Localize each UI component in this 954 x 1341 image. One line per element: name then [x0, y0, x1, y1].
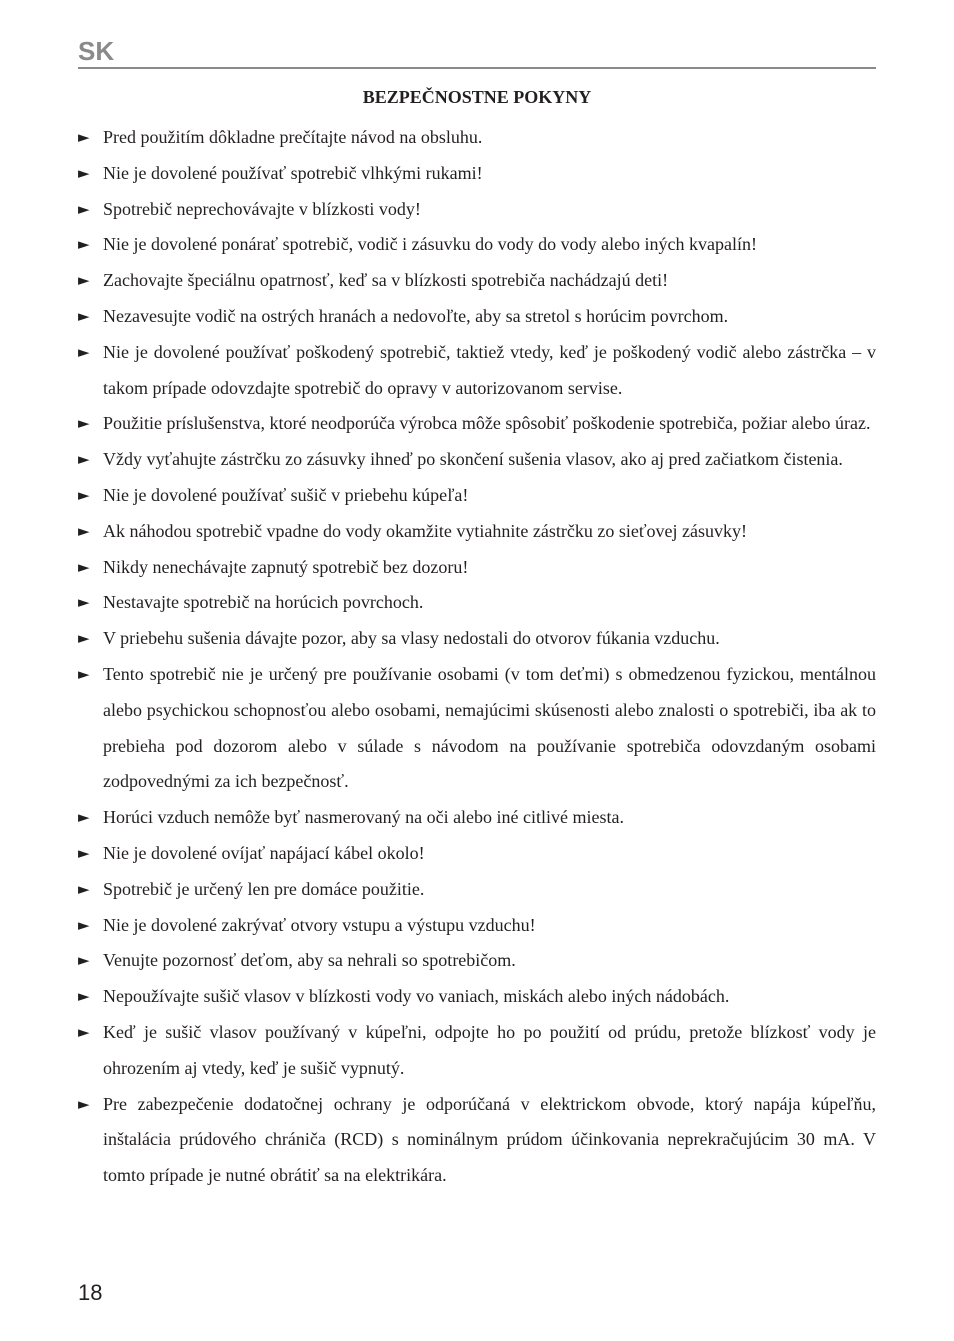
list-item-text: Použitie príslušenstva, ktoré neodporúča výrobca môže spôsobiť poškodenie spotrebiča, požiar alebo úraz. [103, 413, 871, 434]
bullet-arrow-icon: ► [78, 629, 90, 648]
bullet-arrow-icon: ► [78, 557, 90, 576]
list-item [78, 657, 876, 800]
list-item-text: Nezavesujte vodič na ostrých hranách a nedovoľte, aby sa stretol s horúcim povrchom. [103, 305, 729, 326]
list-item [78, 1015, 876, 1087]
bullet-arrow-icon: ► [78, 808, 90, 827]
bullet-arrow-icon: ► [78, 128, 90, 146]
list-item [78, 550, 876, 586]
bullet-arrow-icon: ► [78, 235, 90, 254]
list-item [78, 263, 876, 299]
list-item [78, 943, 876, 979]
bullet-arrow-icon: ► [78, 271, 90, 290]
list-item-text: Ak náhodou spotrebič vpadne do vody okamžite vytiahnite zástrčku zo sieťovej zásuvky! [103, 520, 748, 541]
list-item-text: Vždy vyťahujte zástrčku zo zásuvky ihneď po skončení sušenia vlasov, ako aj pred začiatkom čistenia. [103, 449, 843, 470]
bullet-arrow-icon: ► [78, 450, 90, 469]
list-item [78, 872, 876, 908]
bullet-arrow-icon: ► [78, 521, 90, 540]
bullet-arrow-icon: ► [78, 1094, 90, 1113]
list-item-text: Nestavajte spotrebič na horúcich povrchoch. [103, 592, 424, 613]
bullet-arrow-icon: ► [78, 306, 90, 325]
list-item-text: Nie je dovolené používať poškodený spotrebič, taktiež vtedy, keď je poškodený vodič alebo zástrčka – v takom prípade odovzdajte spotrebič do opravy v autorizovanom servise. [103, 341, 876, 398]
header-divider [78, 67, 876, 69]
list-item-text: Pred použitím dôkladne prečítajte návod na obsluhu. [103, 127, 483, 147]
list-item [78, 621, 876, 657]
language-tag: SK [78, 36, 115, 66]
list-item-text: Venujte pozornosť deťom, aby sa nehrali so spotrebičom. [103, 950, 516, 971]
list-item-text: Pre zabezpečenie dodatočnej ochrany je odporúčaná v elektrickom obvode, ktorý napája kúpeľňu, inštalácia prúdového chrániča (RCD) s nominálnym prúdom účinkovania neprekračujúcim 30 mA. V tomto prípade je nutné obrátiť sa na elektrikára. [103, 1093, 876, 1186]
list-item [78, 800, 876, 836]
bullet-arrow-icon: ► [78, 915, 90, 934]
list-item [78, 836, 876, 872]
list-item-text: Nepoužívajte sušič vlasov v blízkosti vody vo vaniach, miskách alebo iných nádobách. [103, 986, 730, 1007]
list-item-text: Horúci vzduch nemôže byť nasmerovaný na oči alebo iné citlivé miesta. [103, 807, 625, 828]
bullet-arrow-icon: ► [78, 593, 90, 612]
bullet-arrow-icon: ► [78, 664, 90, 683]
bullet-arrow-icon: ► [78, 485, 90, 504]
bullet-arrow-icon: ► [78, 414, 90, 433]
list-item [78, 299, 876, 335]
list-item [78, 478, 876, 514]
list-item [78, 335, 876, 407]
list-item [78, 156, 876, 192]
page-number: 18 [78, 1280, 103, 1305]
list-item-text: Nikdy nenechávajte zapnutý spotrebič bez dozoru! [103, 556, 469, 577]
list-item-text: Nie je dovolené ponárať spotrebič, vodič i zásuvku do vody do vody alebo iných kvapalín! [103, 234, 758, 255]
list-item [78, 406, 876, 442]
list-item [78, 908, 876, 944]
list-item-text: Spotrebič neprechovávajte v blízkosti vody! [103, 198, 421, 219]
list-item [78, 585, 876, 621]
list-item [78, 442, 876, 478]
bullet-arrow-icon: ► [78, 951, 90, 970]
list-item-text: Keď je sušič vlasov používaný v kúpeľni, odpojte ho po použití od prúdu, pretože blízkosť vody je ohrozením aj vtedy, keď je sušič vypnutý. [103, 1021, 876, 1078]
bullet-arrow-icon: ► [78, 879, 90, 898]
list-item [78, 979, 876, 1015]
bullet-arrow-icon: ► [78, 843, 90, 862]
page-title: BEZPEČNOSTNE POKYNY [362, 87, 592, 107]
list-item [78, 227, 876, 263]
list-item-text: Nie je dovolené ovíjať napájací kábel okolo! [103, 842, 425, 863]
list-item-text: V priebehu sušenia dávajte pozor, aby sa vlasy nedostali do otvorov fúkania vzduchu. [103, 628, 720, 649]
list-item-text: Nie je dovolené zakrývať otvory vstupu a výstupu vzduchu! [103, 914, 536, 935]
list-item-text: Spotrebič je určený len pre domáce použitie. [103, 878, 425, 899]
bullet-arrow-icon: ► [78, 163, 90, 182]
list-item-text: Zachovajte špeciálnu opatrnosť, keď sa v blízkosti spotrebiča nachádzajú deti! [103, 270, 669, 291]
bullet-arrow-icon: ► [78, 342, 90, 361]
list-item [78, 120, 876, 156]
bullet-arrow-icon: ► [78, 1022, 90, 1041]
list-item-text: Nie je dovolené používať spotrebič vlhkými rukami! [103, 162, 483, 183]
list-item [78, 1087, 876, 1194]
list-item [78, 514, 876, 550]
safety-instructions-list [78, 120, 876, 1194]
bullet-arrow-icon: ► [78, 987, 90, 1006]
bullet-arrow-icon: ► [78, 199, 90, 218]
list-item-text: Tento spotrebič nie je určený pre používanie osobami (v tom deťmi) s obmedzenou fyzickou, mentálnou alebo psychickou schopnosťou alebo osobami, nemajúcimi skúsenosti alebo znalosti o spotrebiči, iba ak to prebieha pod dozorom alebo v súlade s návodom na používanie spotrebiča odovzdaným osobami zodpovednými za ich bezpečnosť. [103, 663, 876, 792]
list-item [78, 192, 876, 228]
list-item-text: Nie je dovolené používať sušič v priebehu kúpeľa! [103, 484, 469, 505]
